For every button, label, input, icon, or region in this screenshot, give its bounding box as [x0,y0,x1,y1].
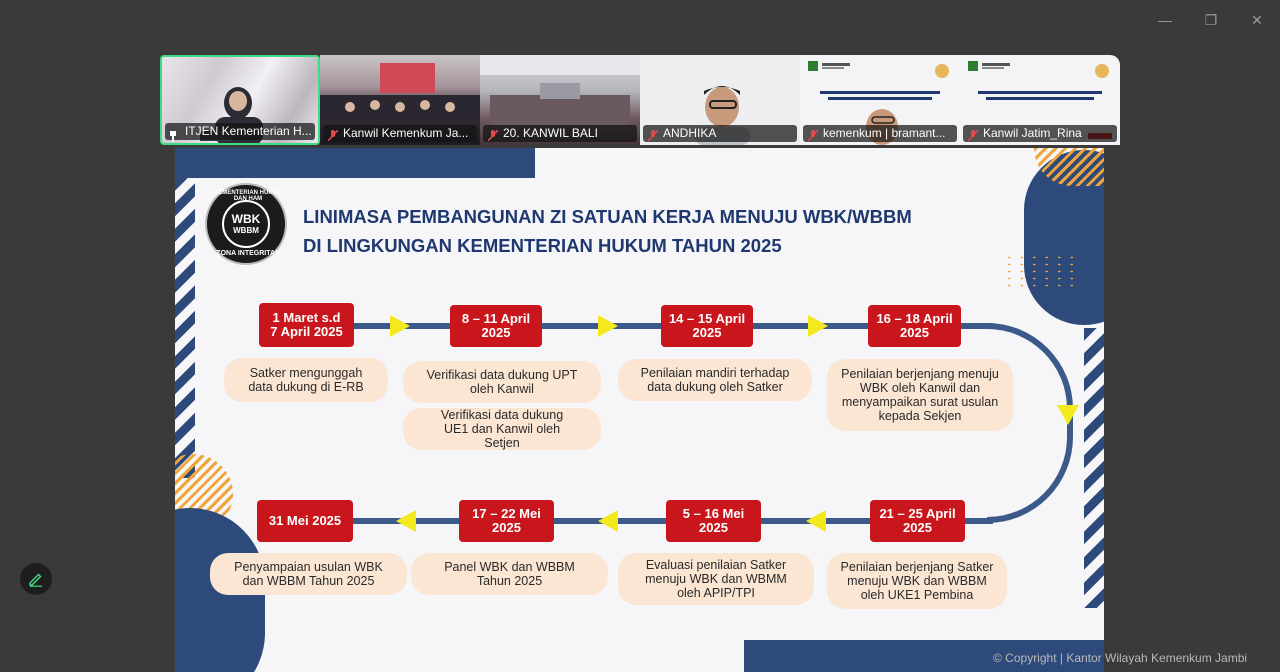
slide-stripes-right [1084,328,1104,608]
arrow-right-icon [390,315,410,337]
timeline-date: 21 – 25 April 2025 [870,500,965,542]
minimize-button[interactable]: — [1158,12,1172,28]
timeline-date: 31 Mei 2025 [257,500,353,542]
logo-ring-text-top: KEMENTERIAN HUKUM DAN HAM [214,190,282,202]
copyright-text: © Copyright | Kantor Wilayah Kemenkum Jambi [993,651,1248,665]
arrow-down-icon [1057,405,1079,425]
participant-tile[interactable] [480,55,640,145]
timeline-description: Penilaian berjenjang Satker menuju WBK dan WBBM oleh UKE1 Pembina [827,553,1007,609]
mic-muted-icon [328,130,338,141]
slide-title [303,202,912,260]
participant-strip [160,55,1120,145]
slide-decor-dots [1003,254,1083,290]
participant-name: 20. KANWIL BALI [483,125,637,142]
arrow-right-icon [808,315,828,337]
pen-icon [28,571,44,587]
arrow-left-icon [598,510,618,532]
timeline-date: 16 – 18 April 2025 [868,305,961,347]
timeline-description: Penilaian berjenjang menuju WBK oleh Kanwil dan menyampaikan surat usulan kepada Sekjen [827,359,1013,431]
mic-muted-icon [968,130,978,141]
participant-name: kemenkum | bramant... [803,125,957,142]
participant-name: ANDHIKA [643,125,797,142]
timeline-description: Penilaian mandiri terhadap data dukung oleh Satker [618,359,812,401]
mic-muted-icon [808,130,818,141]
timeline-description: Verifikasi data dukung UE1 dan Kanwil oleh Setjen [403,408,601,450]
arrow-left-icon [806,510,826,532]
participant-name: Kanwil Kemenkum Ja... [323,125,477,142]
timeline-date: 5 – 16 Mei 2025 [666,500,761,542]
logo-wbbm: WBBM [233,226,259,235]
timeline-date: 1 Maret s.d 7 April 2025 [259,303,354,347]
pinned-icon [168,131,178,142]
timeline-date: 17 – 22 Mei 2025 [459,500,554,542]
annotate-button[interactable] [20,563,52,595]
arrow-left-icon [396,510,416,532]
mic-muted-icon [648,130,658,141]
timeline-description: Evaluasi penilaian Satker menuju WBK dan WBMM oleh APIP/TPI [618,553,814,605]
wbk-logo [205,183,287,265]
participant-tile[interactable] [960,55,1120,145]
participant-name: ITJEN Kementerian H... [165,123,315,140]
timeline-description: Verifikasi data dukung UPT oleh Kanwil [403,361,601,403]
participant-tile[interactable] [640,55,800,145]
logo-ring-text-bottom: ZONA INTEGRITAS [216,250,280,257]
timeline-description: Penyampaian usulan WBK dan WBBM Tahun 2025 [210,553,407,595]
logo-emblem [222,200,270,248]
slide-title-line1: LINIMASA PEMBANGUNAN ZI SATUAN KERJA MENUJU WBK/WBBM [303,206,912,227]
arrow-right-icon [598,315,618,337]
mic-muted-icon [488,130,498,141]
timeline-date: 8 – 11 April 2025 [450,305,542,347]
slide-top-bar [175,148,535,178]
participant-name: Kanwil Jatim_Rina [963,125,1117,142]
shared-slide [175,148,1104,672]
participant-tile[interactable] [320,55,480,145]
timeline-description: Panel WBK dan WBBM Tahun 2025 [411,553,608,595]
timeline-description: Satker mengunggah data dukung di E-RB [224,358,388,402]
participant-tile[interactable] [160,55,320,145]
slide-title-line2: DI LINGKUNGAN KEMENTERIAN HUKUM TAHUN 2025 [303,235,782,256]
close-button[interactable]: ✕ [1251,11,1263,28]
logo-wbk: WBK [231,212,261,226]
timeline-date: 14 – 15 April 2025 [661,305,753,347]
slide-stripes-left [175,178,195,478]
restore-button[interactable]: ❐ [1204,11,1218,28]
participant-tile[interactable] [800,55,960,145]
